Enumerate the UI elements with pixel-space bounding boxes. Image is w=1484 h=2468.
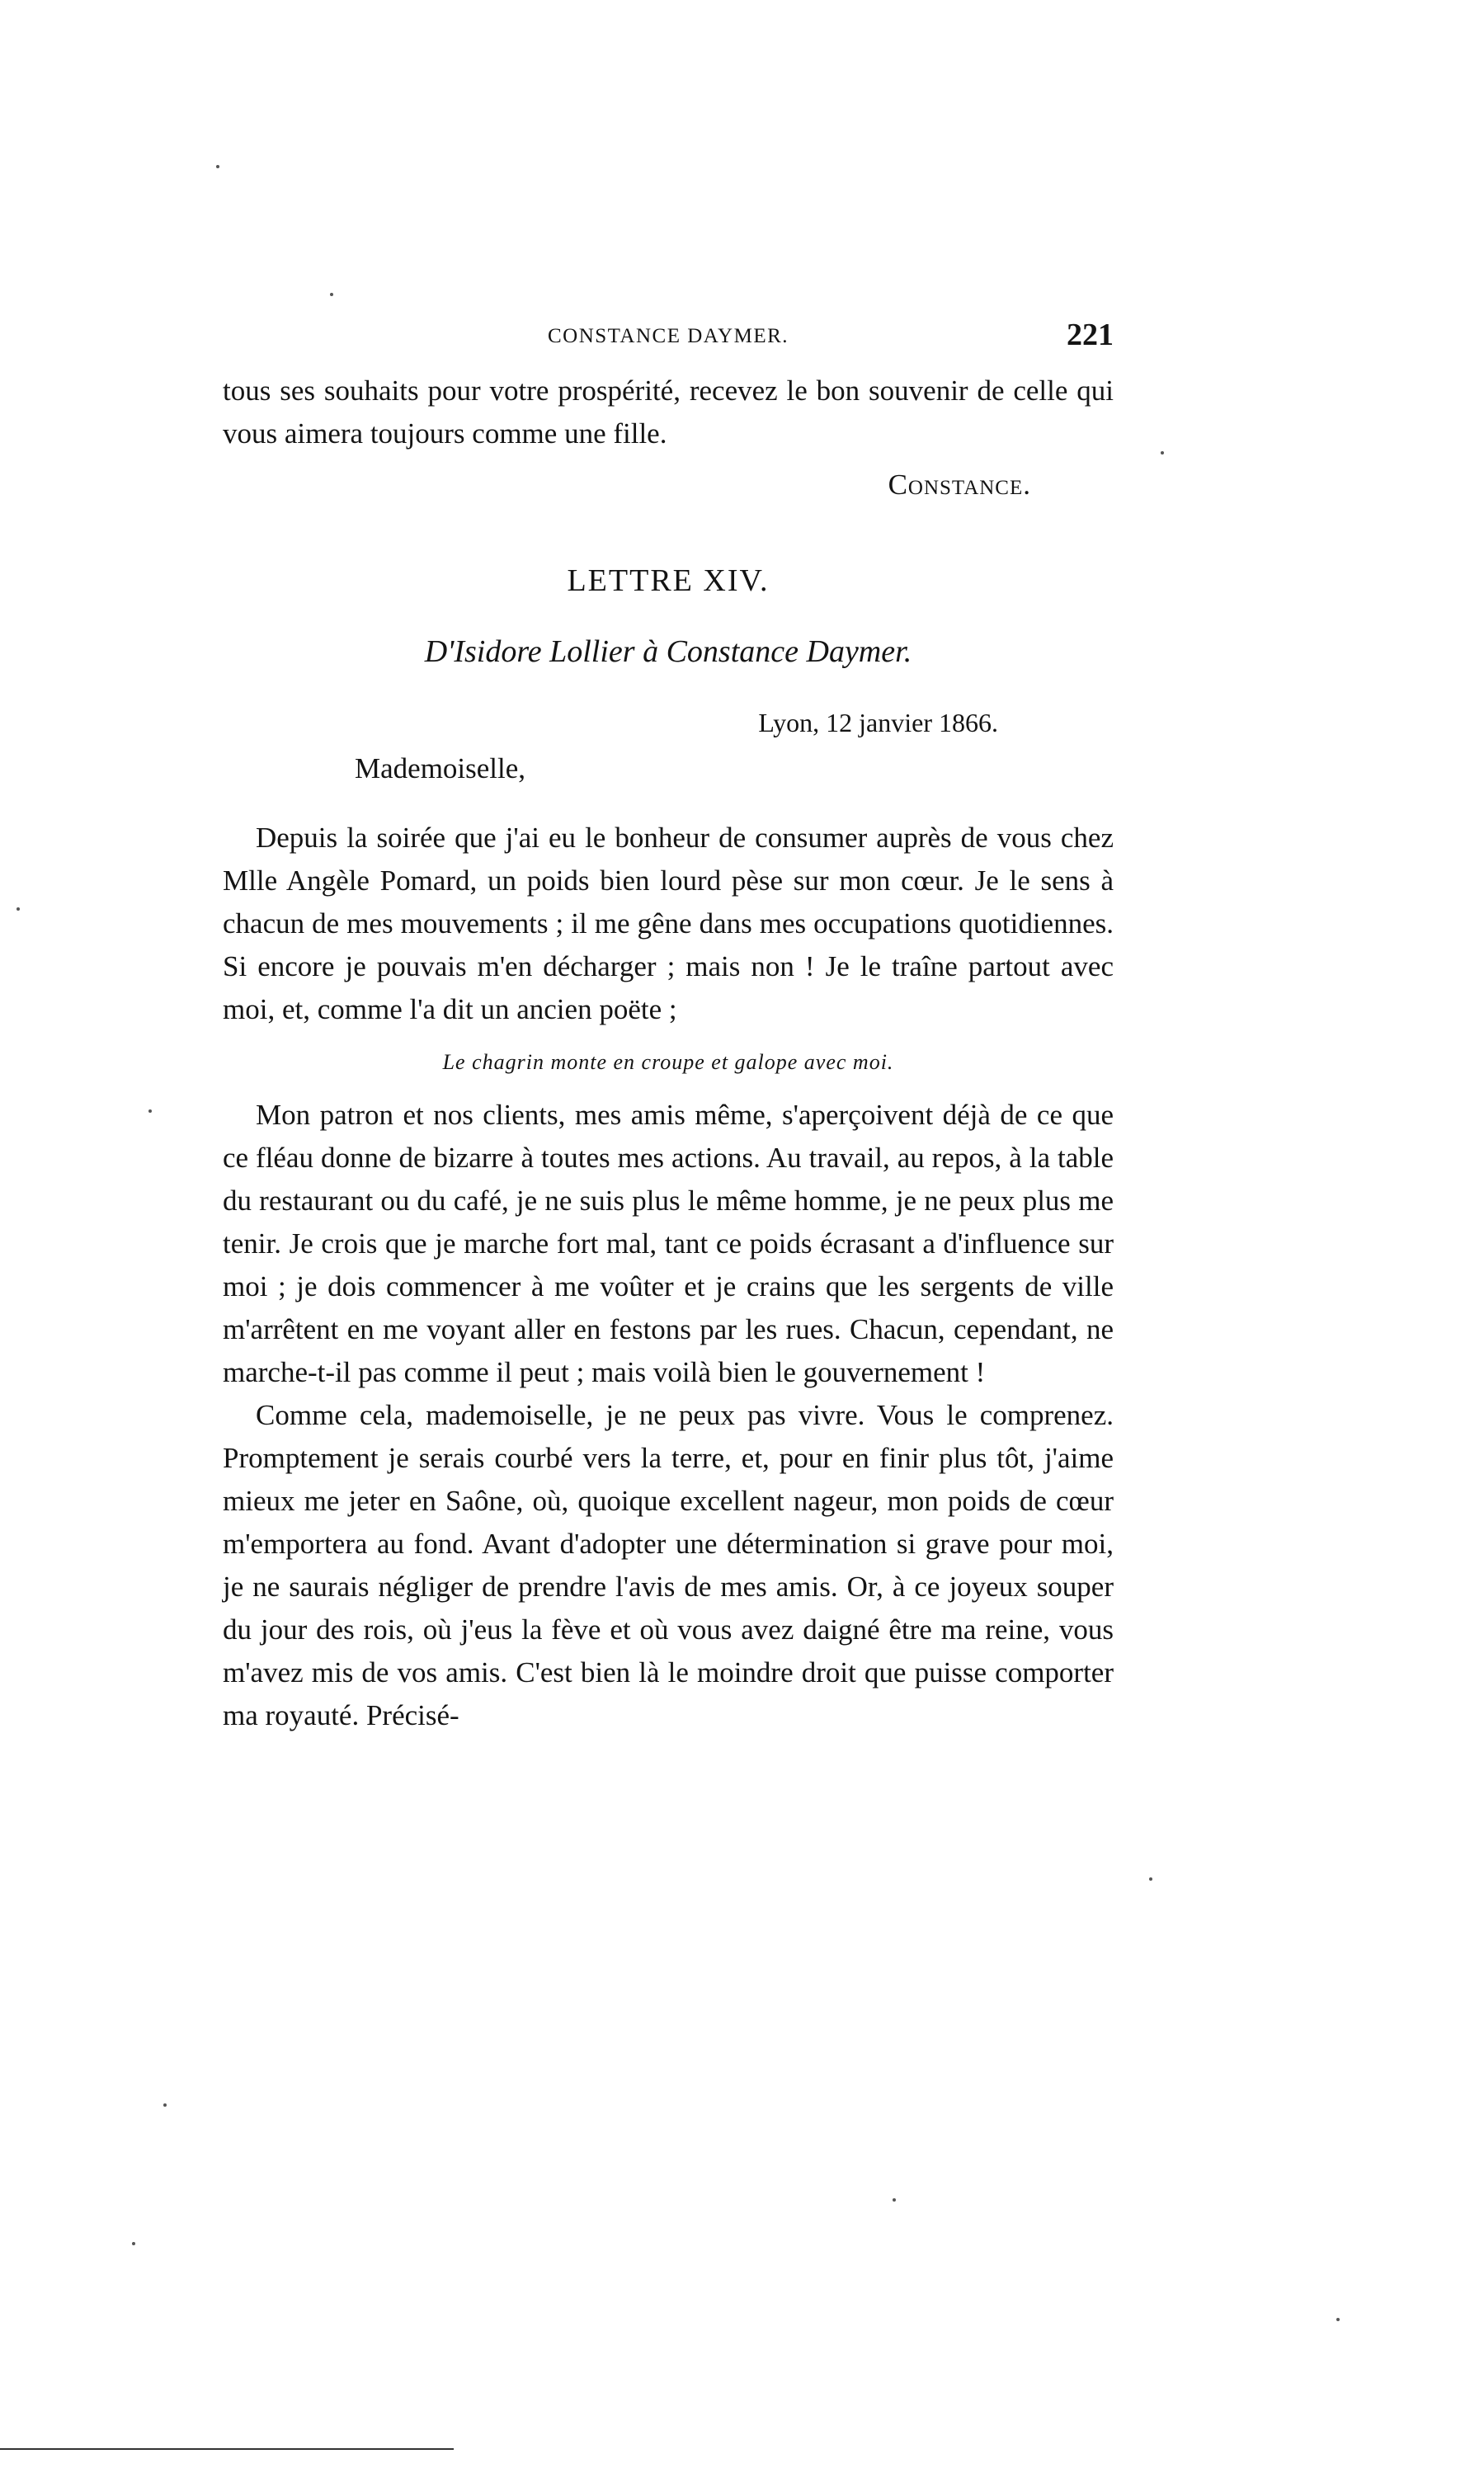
bottom-scan-rule <box>0 2448 454 2450</box>
letter-subheading: D'Isidore Lollier à Constance Daymer. <box>424 634 912 669</box>
scan-speck <box>132 2242 135 2245</box>
scan-speck <box>16 907 20 911</box>
letter-paragraph: Mon patron et nos clients, mes amis même, s'aperçoivent déjà de ce que ce fléau donne de bizarre à toutes mes actions. Au travail, au repos, à la table du restaurant ou du café, je ne suis plus le même homme, je ne peux plus me tenir. Je crois que je marche fort mal, tant ce poids écrasant a d'influence sur moi ; je dois commencer à me voûter et je crains que les sergents de ville m'arrêtent en me voyant aller en festons par les rues. Chacun, cependant, ne marche-t-il pas comme il peut ; mais voilà bien le gouvernement ! <box>223 1099 1114 1388</box>
scan-speck <box>330 293 333 296</box>
letter-paragraph: Depuis la soirée que j'ai eu le bonheur de consumer auprès de vous chez Mlle Angèle Pomard, un poids bien lourd pèse sur mon cœur. Je le sens à chacun de mes mouvements ; il me gêne dans mes occupations quotidiennes. Si encore je pouvais m'en décharger ; mais non ! Je le traîne partout avec moi, et, comme l'a dit un ancien poëte ; <box>223 822 1114 1025</box>
scan-speck <box>893 2198 896 2202</box>
letter-salutation: Mademoiselle, <box>355 752 526 784</box>
running-title: CONSTANCE DAYMER. <box>547 325 789 347</box>
scan-speck <box>216 165 219 168</box>
page-body <box>223 370 1114 1737</box>
page-header <box>223 320 1114 353</box>
previous-letter-closing: tous ses souhaits pour votre prospérité, recevez le bon souvenir de celle qui vous aimera toujours comme une fille. <box>223 374 1114 450</box>
letter-paragraph: Comme cela, mademoiselle, je ne peux pas vivre. Vous le comprenez. Promptement je serais courbé vers la terre, et, pour en finir plus tôt, j'aime mieux me jeter en Saône, où, quoique excellent nageur, mon poids de cœur m'emportera au fond. Avant d'adopter une détermination si grave pour moi, je ne saurais négliger de prendre l'avis de mes amis. Or, à ce joyeux souper du jour des rois, où j'eus la fève et où vous avez daigné être ma reine, vous m'avez mis de vos amis. C'est bien là le moindre droit que puisse comporter ma royauté. Précisé- <box>223 1399 1114 1731</box>
scan-speck <box>148 1109 152 1113</box>
verse-quotation: Le chagrin monte en croupe et galope avec moi. <box>442 1050 894 1074</box>
page-number: 221 <box>1067 318 1114 352</box>
letter-heading: LETTRE XIV. <box>567 563 770 598</box>
scan-speck <box>1336 2318 1340 2321</box>
letter-dateline: Lyon, 12 janvier 1866. <box>758 708 998 737</box>
scan-speck <box>1149 1877 1152 1881</box>
previous-letter-signature: Constance. <box>888 469 1031 501</box>
scan-speck <box>1161 451 1164 455</box>
scan-speck <box>163 2103 167 2107</box>
